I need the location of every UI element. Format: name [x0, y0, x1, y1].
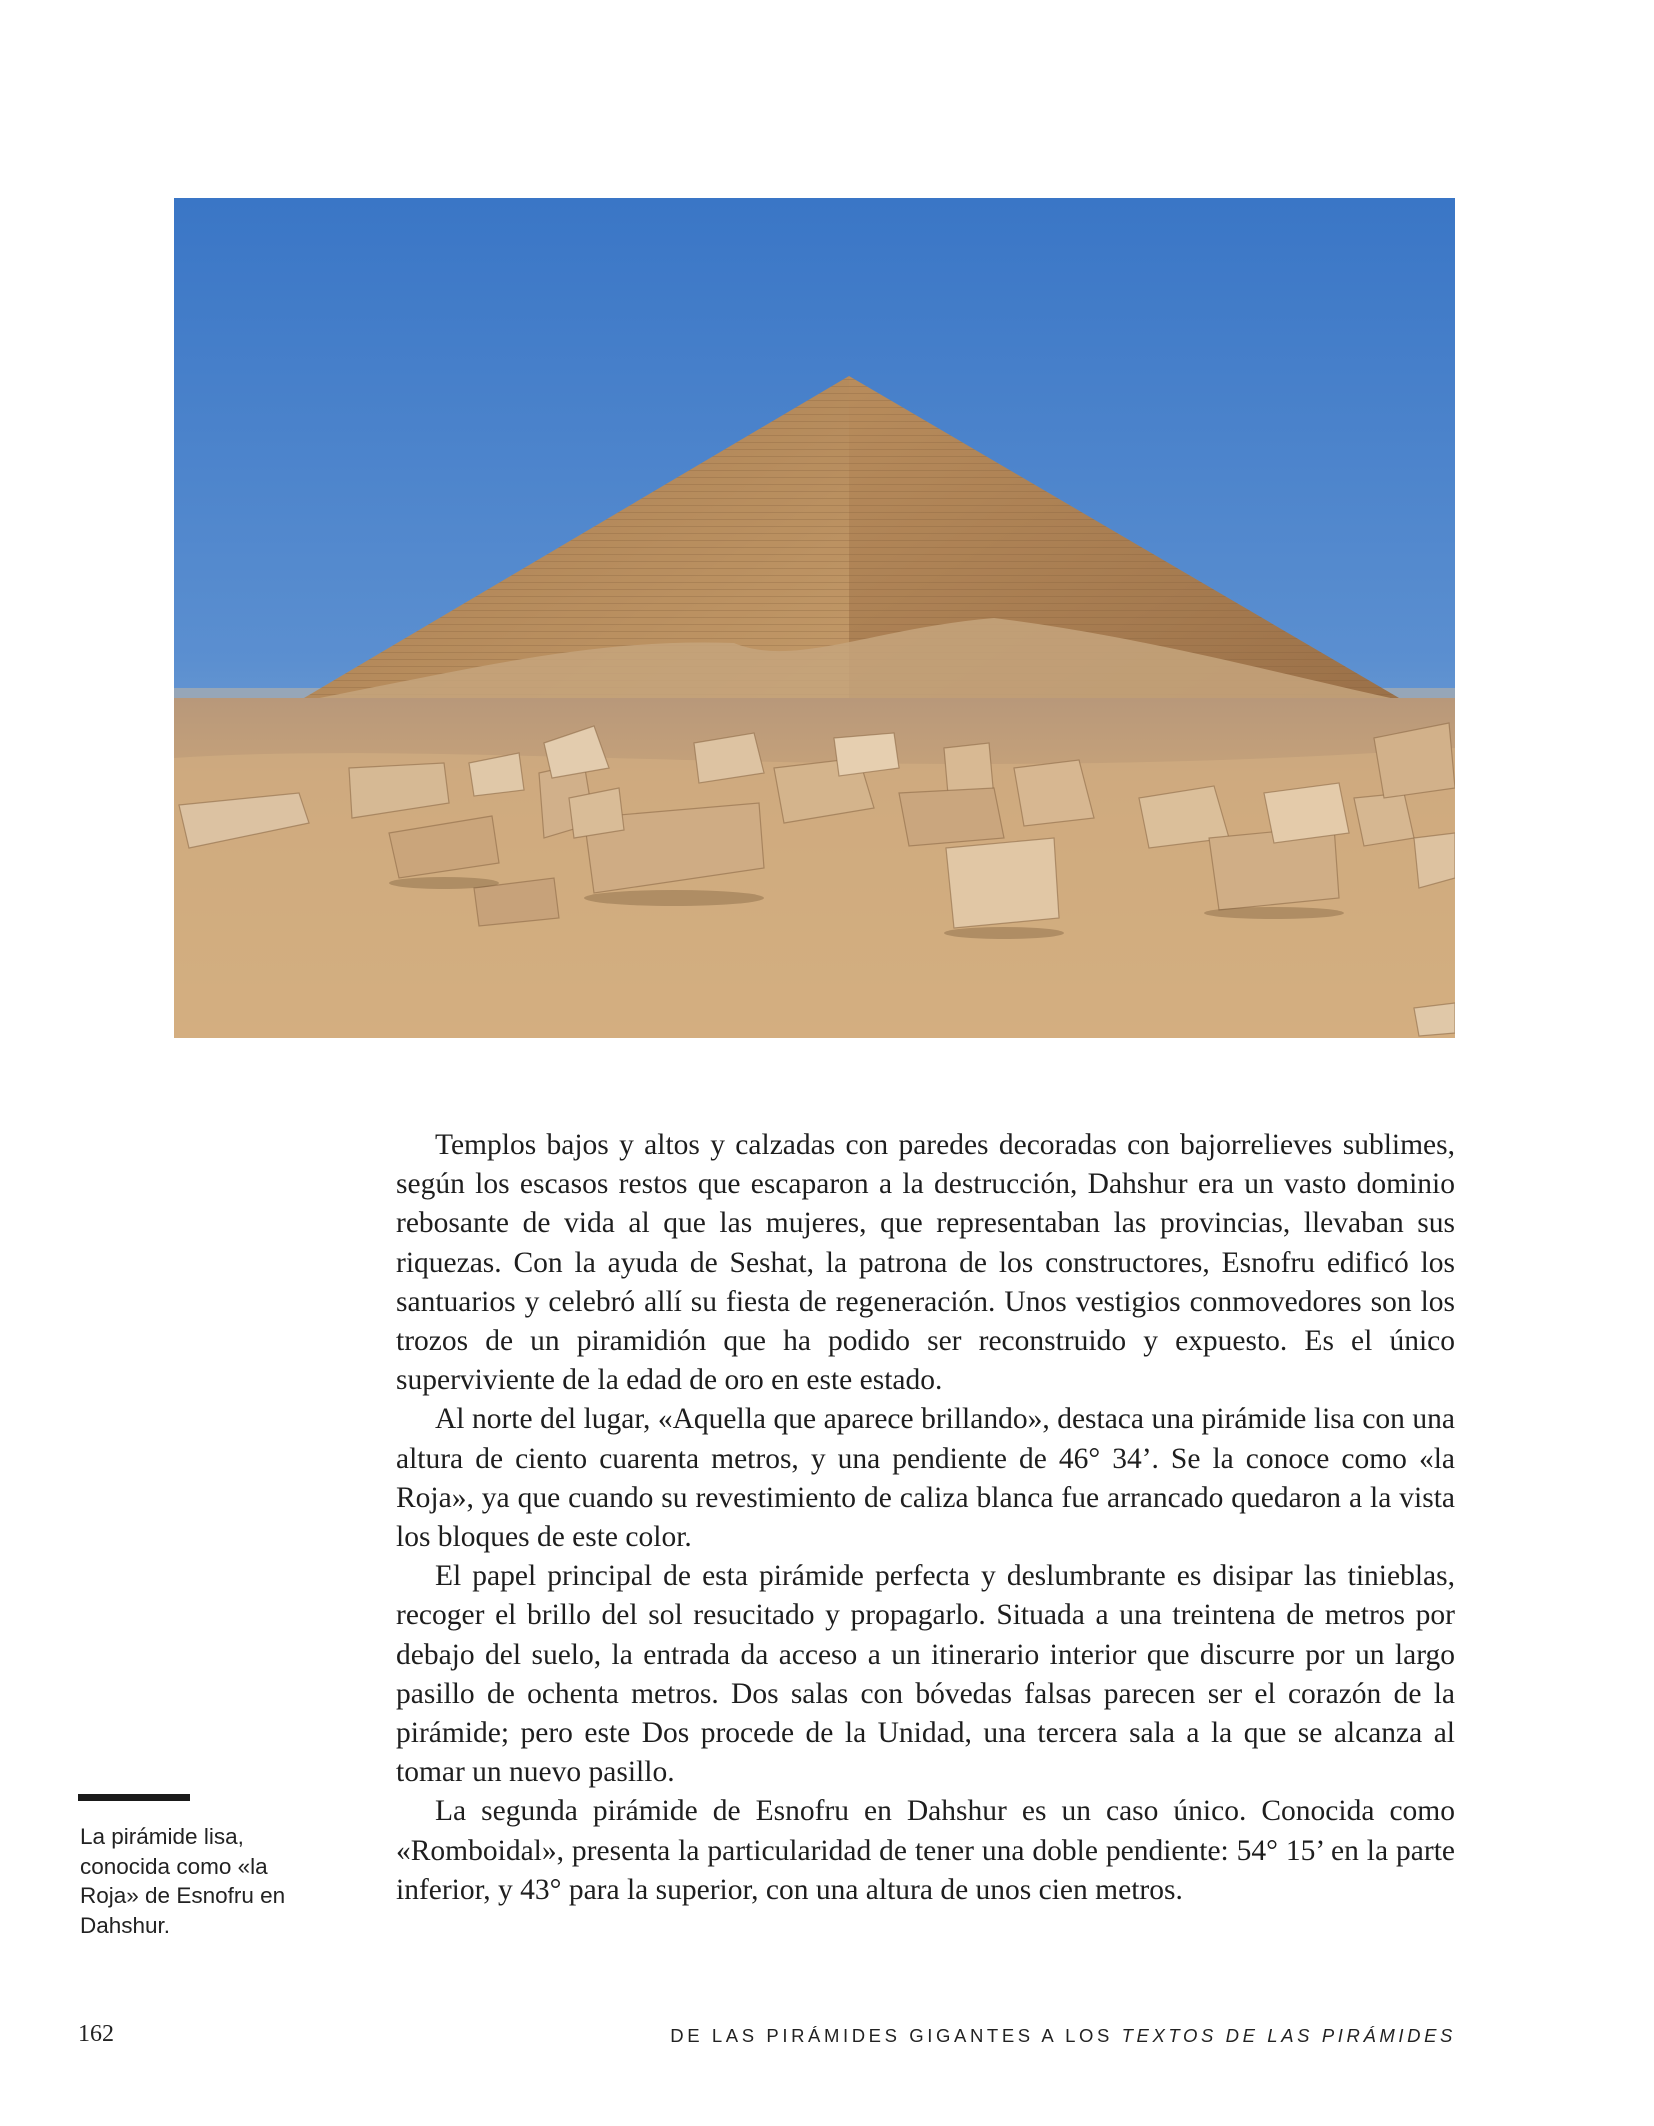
- caption-rule: [78, 1794, 190, 1801]
- body-paragraph: Templos bajos y altos y calzadas con paredes decoradas con bajorrelieves sublimes, según los escasos restos que escaparon a la destrucción, Dahshur era un vasto dominio rebosante de vida al que las mujeres, que representaban las provincias, llevaban sus riquezas. Con la ayuda de Seshat, la patrona de los constructores, Esnofru edificó los santuarios y celebró allí su fiesta de regeneración. Unos vestigios conmovedores son los trozos de un piramidión que ha podido ser reconstruido y expuesto. Es el único superviviente de la edad de oro en este estado.: [396, 1129, 1455, 1397]
- body-paragraph: La segunda pirámide de Esnofru en Dahshur es un caso único. Conocida como «Romboidal», presenta la particularidad de tener una doble pendiente: 54° 15’ en la parte inferior, y 43° para la superior, con una altura de unos cien metros.: [396, 1795, 1455, 1906]
- running-head-italic: TEXTOS DE LAS PIRÁMIDES: [1121, 2025, 1456, 2046]
- page-number: 162: [78, 2021, 114, 2047]
- running-head-prefix: DE LAS PIRÁMIDES GIGANTES A LOS: [670, 2025, 1113, 2046]
- body-text: [396, 1126, 1455, 1910]
- pyramid-photo: [174, 198, 1455, 1038]
- body-paragraph: Al norte del lugar, «Aquella que aparece brillando», destaca una pirámide lisa con una altura de ciento cuarenta metros, y una pendiente de 46° 34’. Se la conoce como «la Roja», ya que cuando su revestimiento de caliza blanca fue arrancado quedaron a la vista los bloques de este color.: [396, 1403, 1455, 1554]
- figure-caption: La pirámide lisa, conocida como «la Roja» de Esnofru en Dahshur.: [80, 1824, 286, 1938]
- running-head: [670, 2025, 1456, 2047]
- body-paragraph: El papel principal de esta pirámide perfecta y deslumbrante es disipar las tinieblas, recoger el brillo del sol resucitado y propagarlo. Situada a una treintena de metros por debajo del suelo, la entrada da acceso a un itinerario interior que discurre por un largo pasillo de ochenta metros. Dos salas con bóvedas falsas parecen ser el corazón de la pirámide; pero este Dos procede de la Unidad, una tercera sala a la que se alcanza al tomar un nuevo pasillo.: [396, 1560, 1455, 1789]
